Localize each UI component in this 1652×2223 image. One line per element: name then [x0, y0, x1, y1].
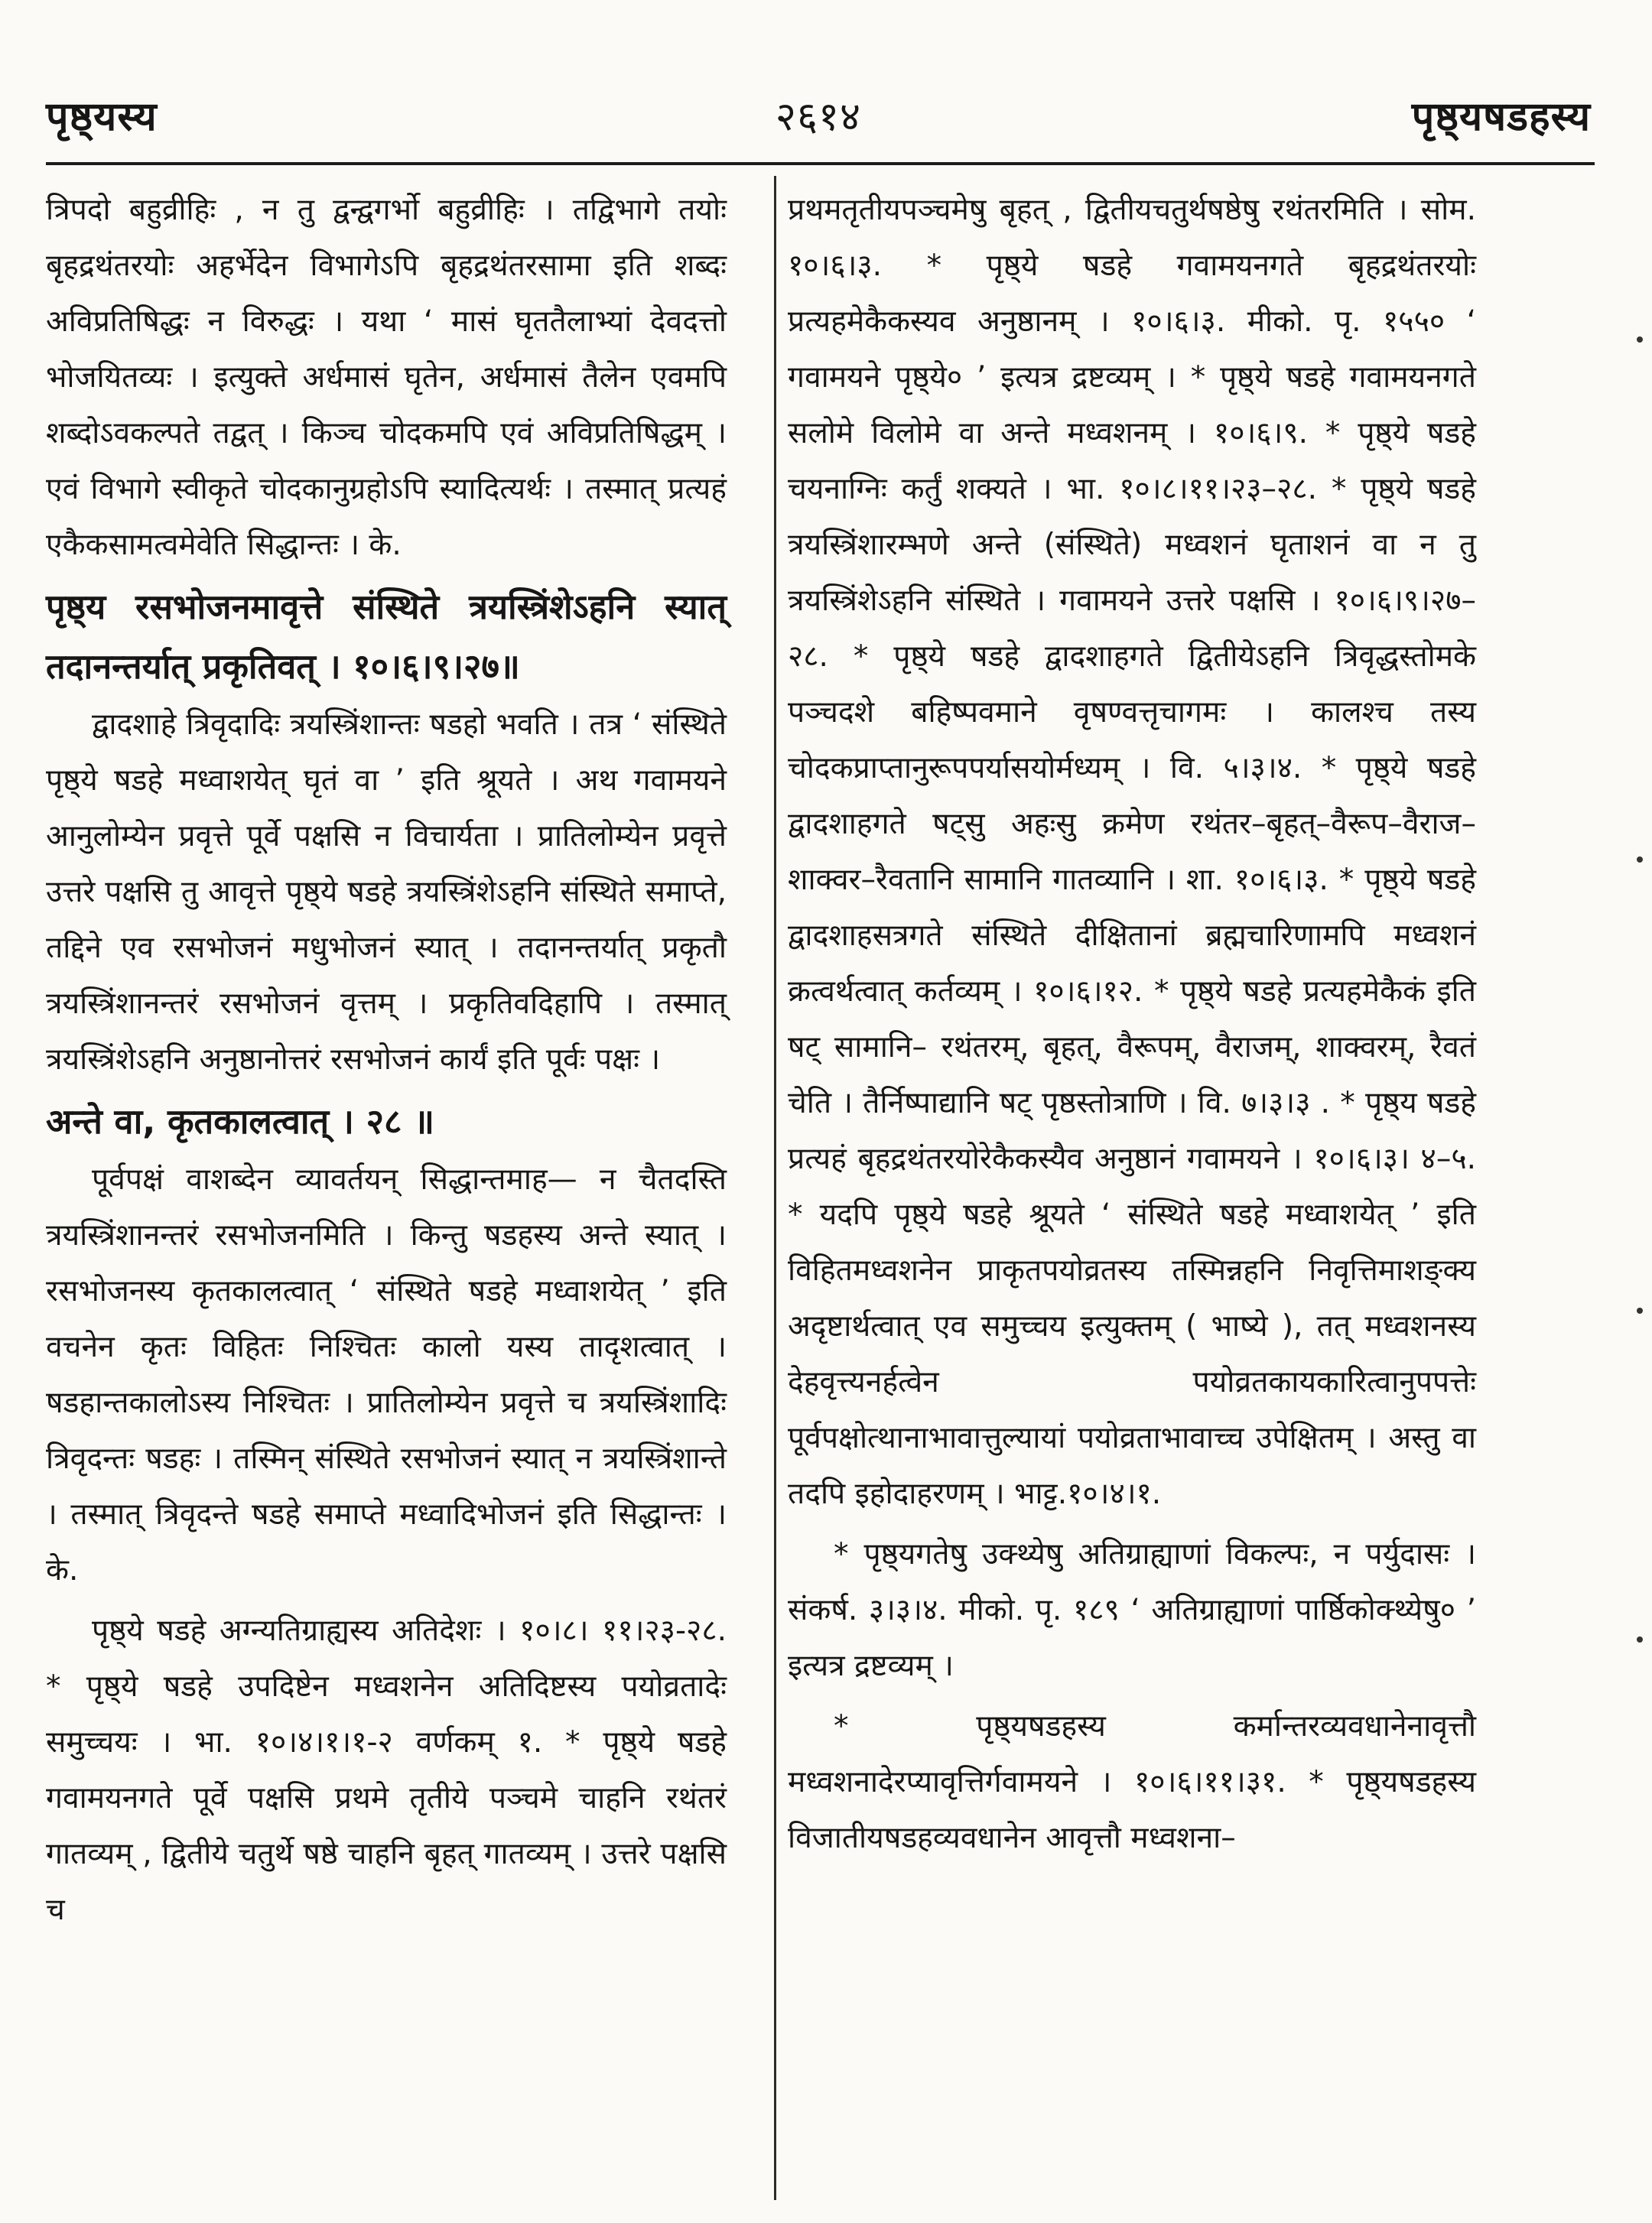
margin-dot [1637, 336, 1643, 343]
paragraph: त्रिपदो बहुव्रीहिः , न तु द्वन्द्वगर्भो बहुव्रीहिः । तद्विभागे तयोः बृहद्रथंतरयोः अहर्भेदेन विभागेऽपि बृहद्रथंतरसामा इति शब्दः अविप्रतिषिद्धः न विरुद्धः । यथा ‘ मासं घृततैलाभ्यां देवदत्तो भोजयितव्यः । इत्युक्ते अर्धमासं घृतेन, अर्धमासं तैलेन एवमपि शब्दोऽवकल्पते तद्वत् । किञ्च चोदकमपि एवं अविप्रतिषिद्धम् । एवं विभागे स्वीकृते चोदकानुग्रहोऽपि स्यादित्यर्थः । तस्मात् प्रत्यहं एकैकसामत्वमेवेति सिद्धान्तः । के. [46, 193, 727, 562]
margin-dot [1637, 1636, 1643, 1643]
paragraph: द्वादशाहे त्रिवृदादिः त्रयस्त्रिंशान्तः षडहो भवति । तत्र ‘ संस्थिते पृष्ठ्ये षडहे मध्वाशयेत् घृतं वा ’ इति श्रूयते । अथ गवामयने आनुलोम्येन प्रवृत्ते पूर्वे पक्षसि न विचार्यता । प्रातिलोम्येन प्रवृत्ते उत्तरे पक्षसि तु आवृत्ते पृष्ठ्ये षडहे त्रयस्त्रिंशेऽहनि संस्थिते समाप्ते, तद्दिने एव रसभोजनं मधुभोजनं स्यात् । तदानन्तर्यात् प्रकृतौ त्रयस्त्रिंशानन्तरं रसभोजनं वृत्तम् । प्रकृतिवदिहापि । तस्मात् त्रयस्त्रिंशेऽहनि अनुष्ठानोत्तरं रसभोजनं कार्यं इति पूर्वः पक्षः । [46, 707, 727, 1077]
header-rule [46, 162, 1595, 165]
column-divider [774, 176, 776, 2200]
margin-dot [1637, 1308, 1643, 1314]
page-header [46, 76, 1591, 153]
page-number: २६१४ [775, 93, 862, 140]
paragraph: * पृष्ठ्यषडहस्य कर्मान्तरव्यवधानेनावृत्तौ मध्वशनादेरप्यावृत्तिर्गवामयने । १०।६।११।३१. * पृष्ठ्यषडहस्य विजातीयषडहव्यवधानेन आवृत्तौ मध्वशना– [788, 1709, 1476, 1855]
margin-dot [1637, 856, 1643, 863]
paragraph: * पृष्ठ्यगतेषु उक्थ्येषु अतिग्राह्याणां विकल्पः, न पर्युदासः । संकर्ष. ३।३।४. मीको. पृ. १८९ ‘ अतिग्राह्याणां पार्ष्ठिकोक्थ्येषु० ’ इत्यत्र द्रष्टव्यम् । [788, 1537, 1476, 1683]
right-column [788, 182, 1476, 1866]
entry-heading: अन्ते वा, कृतकालत्वात् । २८ ॥ [46, 1101, 434, 1142]
paragraph: पूर्वपक्षं वाशब्देन व्यावर्तयन् सिद्धान्तमाह— न चैतदस्ति त्रयस्त्रिंशानन्तरं रसभोजनमिति । किन्तु षडहस्य अन्ते स्यात् । रसभोजनस्य कृतकालत्वात् ‘ संस्थिते षडहे मध्वाशयेत् ’ इति वचनेन कृतः विहितः निश्चितः कालो यस्य तादृशत्वात् । षडहान्तकालोऽस्य निश्चितः । प्रातिलोम्येन प्रवृत्ते च त्रयस्त्रिंशादिः त्रिवृदन्तः षडहः । तस्मिन् संस्थिते रसभोजनं स्यात् न त्रयस्त्रिंशान्ते । तस्मात् त्रिवृदन्ते षडहे समाप्ते मध्वादिभोजनं इति सिद्धान्तः । के. [46, 1162, 727, 1588]
header-right-headword: पृष्ठ्यषडहस्य [1411, 93, 1591, 140]
entry-heading: पृष्ठ्य रसभोजनमावृत्ते संस्थिते त्रयस्त्रिंशेऽहनि स्यात् तदानन्तर्यात् प्रकृतिवत् । १०।६।९।२७॥ [46, 587, 727, 687]
paragraph: पृष्ठ्ये षडहे अग्न्यतिग्राह्यस्य अतिदेशः । १०।८। ११।२३-२८. * पृष्ठ्ये षडहे उपदिष्टेन मध्वशनेन अतिदिष्टस्य पयोव्रतादेः समुच्चयः । भा. १०।४।१।१-२ वर्णकम् १. * पृष्ठ्ये षडहे गवामयनगते पूर्वे पक्षसि प्रथमे तृतीये पञ्चमे चाहनि रथंतरं गातव्यम् , द्वितीये चतुर्थे षष्ठे चाहनि बृहत् गातव्यम् । उत्तरे पक्षसि च [46, 1614, 727, 1927]
paragraph: प्रथमतृतीयपञ्चमेषु बृहत् , द्वितीयचतुर्थषष्ठेषु रथंतरमिति । सोम. १०।६।३. * पृष्ठ्ये षडहे गवामयनगते बृहद्रथंतरयोः प्रत्यहमेकैकस्यव अनुष्ठानम् । १०।६।३. मीको. पृ. १५५० ‘ गवामयने पृष्ठ्ये० ’ इत्यत्र द्रष्टव्यम् । * पृष्ठ्ये षडहे गवामयनगते सलोमे विलोमे वा अन्ते मध्वशनम् । १०।६।९. * पृष्ठ्ये षडहे चयनाग्निः कर्तुं शक्यते । भा. १०।८।११।२३–२८. * पृष्ठ्ये षडहे त्रयस्त्रिंशारम्भणे अन्ते (संस्थिते) मध्वशनं घृताशनं वा न तु त्रयस्त्रिंशेऽहनि संस्थिते । गवामयने उत्तरे पक्षसि । १०।६।९।२७–२८. * पृष्ठ्ये षडहे द्वादशाहगते द्वितीयेऽहनि त्रिवृद्धस्तोमके पञ्चदशे बहिष्पवमाने वृषण्वत्तृचागमः । कालश्च तस्य चोदकप्राप्तानुरूपपर्यासयोर्मध्यम् । वि. ५।३।४. * पृष्ठ्ये षडहे द्वादशाहगते षट्सु अहःसु क्रमेण रथंतर–बृहत्–वैरूप–वैराज–शाक्वर–रैवतानि सामानि गातव्यानि । शा. १०।६।३. * पृष्ठ्ये षडहे द्वादशाहसत्रगते संस्थिते दीक्षितानां ब्रह्मचारिणामपि मध्वशनं क्रत्वर्थत्वात् कर्तव्यम् । १०।६।१२. * पृष्ठ्ये षडहे प्रत्यहमेकैकं इति षट् सामानि– रथंतरम्, बृहत्, वैरूपम्, वैराजम्, शाक्वरम्, रैवतं चेति । तैर्निष्पाद्यानि षट् पृष्ठस्तोत्राणि । वि. ७।३।३ . * पृष्ठ्य षडहे प्रत्यहं बृहद्रथंतरयोरेकैकस्यैव अनुष्ठानं गवामयने । १०।६।३। ४–५. * यदपि पृष्ठ्ये षडहे श्रूयते ‘ संस्थिते षडहे मध्वाशयेत् ’ इति विहितमध्वशनेन प्राकृतपयोव्रतस्य तस्मिन्नहनि निवृत्तिमाशङ्क्य अदृष्टार्थत्वात् एव समुच्चय इत्युक्तम् ( भाष्ये ), तत् मध्वशनस्य देहवृत्त्यनर्हत्वेन पयोव्रतकायकारित्वानुपपत्तेः पूर्वपक्षोत्थानाभावात्तुल्यायां पयोव्रताभावाच्च उपेक्षितम् । अस्तु वा तदपि इहोदाहरणम् । भाट्ट.१०।४।१. [788, 193, 1476, 1511]
header-left-headword: पृष्ठ्यस्य [46, 93, 158, 140]
left-column [46, 182, 727, 1938]
